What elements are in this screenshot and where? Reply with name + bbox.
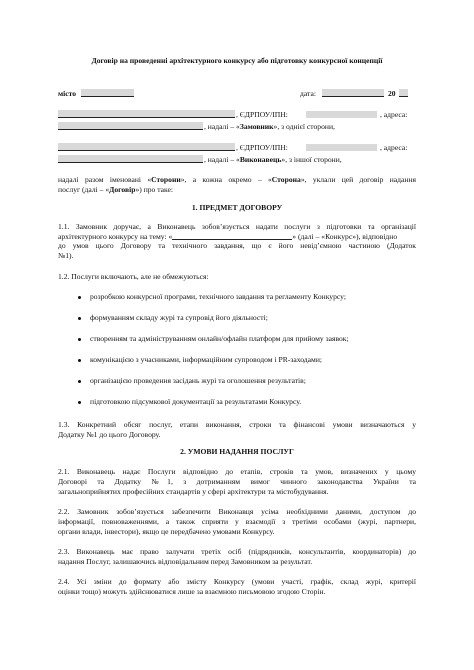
section-2-heading: 2. УМОВИ НАДАННЯ ПОСЛУГ — [180, 447, 294, 456]
p21-line-1: 2.1. Виконавець надає Послуги відповідно до етапів, строків та умов, визначених у цьому — [58, 467, 416, 476]
place-label: місто — [58, 89, 77, 98]
p22-line-3: органи влади, інвестори), якщо це передбачено умовами Конкурсу. — [58, 527, 275, 536]
party2-address-label: , адреса: — [380, 143, 408, 152]
p22-line-2: інформації, повноваженнями, а також сприяти у взаємодії з третіми особами (журі, партнери, — [58, 517, 416, 526]
bullet-dot — [78, 296, 81, 299]
year-prefix: 20 — [388, 89, 396, 98]
party1-role: Замовник — [239, 122, 274, 131]
bullet-dot — [78, 338, 81, 341]
bullet-item: формуванням складу журі та супровід його діяльності; — [90, 313, 268, 322]
party2-edrpou-field[interactable] — [306, 143, 377, 152]
p11-line-1: 1.1. Замовник доручає, а Виконавець зобов’язується надати послуги з підготовки та організації — [58, 222, 416, 231]
intro-line-2: послуг (далі – «Договір») про таке: — [58, 185, 174, 194]
party1-name-field[interactable] — [58, 110, 235, 119]
p13-line-2: Додатку №1 до цього Договору. — [58, 430, 161, 439]
p22-line-1: 2.2. Замовник зобов’язується забезпечити Виконавця усіма необхідними даними, доступом до — [58, 507, 416, 516]
intro-line-1: надалі разом іменовані «Сторони», а кожна окремо – «Сторона», уклали цей договір надання — [58, 175, 416, 184]
bullet-dot — [78, 359, 81, 362]
p24-line-2: оцінки тощо) можуть здійснюватися лише за взаємною письмовою згодою Сторін. — [58, 587, 326, 596]
party2-role-line: , надалі – «Виконавець», з іншої сторони, — [204, 155, 342, 164]
party1-address-label: , адреса: — [380, 110, 408, 119]
party2-address-field[interactable] — [58, 155, 203, 164]
p11-line-4: №1). — [58, 251, 74, 260]
date-field[interactable] — [322, 89, 384, 98]
bullet-dot — [78, 401, 81, 404]
bullet-item: підготовкою підсумкової документації за результатами Конкурсу. — [90, 397, 302, 406]
p12-text: 1.2. Послуги включають, але не обмежуються: — [58, 272, 209, 281]
place-field[interactable] — [81, 89, 134, 98]
party2-role: Виконавець — [239, 155, 282, 164]
party2-edrpou-label: , ЄДРПОУ/ІПН: — [236, 143, 288, 152]
bullet-item: організацією проведення засідань журі та оголошення результатів; — [90, 376, 306, 385]
bullet-item: розробкою конкурсної програми, технічного завдання та регламенту Конкурсу; — [90, 292, 346, 301]
bullet-item: створенням та адмініструванням онлайн/офлайн платформ для прийому заявок; — [90, 334, 349, 343]
bullet-item: комунікацією з учасниками, інформаційним супроводом і PR-заходами; — [90, 355, 322, 364]
year-field[interactable] — [399, 89, 408, 98]
p11-line-3: до умов цього Договору та технічного завдання, що є його невід’ємною частиною (Додаток — [58, 241, 416, 250]
party1-edrpou-field[interactable] — [306, 110, 377, 119]
bullet-dot — [78, 380, 81, 383]
p21-line-2: Договорі та Додатку №1, з дотриманням вимог чинного законодавства України та — [58, 477, 416, 486]
section-1-heading: 1. ПРЕДМЕТ ДОГОВОРУ — [191, 203, 283, 212]
p13-line-1: 1.3. Конкретний обсяг послуг, етапи виконання, строки та фінансові умови визначаються у — [58, 420, 416, 429]
p24-line-1: 2.4. Усі зміни до формату або змісту Конкурсу (умови участі, графік, склад журі, критерії — [58, 577, 416, 586]
p23-line-2: надання Послуг, залишаючись відповідальним перед Замовником за результат. — [58, 557, 313, 566]
date-label: дата: — [300, 89, 316, 98]
bullet-dot — [78, 317, 81, 320]
party1-address-field[interactable] — [58, 122, 203, 131]
party2-name-field[interactable] — [58, 143, 235, 152]
p11-line-2: архітектурного конкурсу на тему: « » (далі – «Конкурс»), відповідно — [58, 232, 398, 241]
contest-topic-field[interactable] — [172, 232, 292, 240]
party1-edrpou-label: , ЄДРПОУ/ІПН: — [236, 110, 288, 119]
party1-role-line: , надалі – «Замовник», з однієї сторони, — [204, 122, 335, 131]
p23-line-1: 2.3. Виконавець має право залучати третіх осіб (підрядників, консультантів, координаторів) до — [58, 547, 416, 556]
document-title: Договір на проведенні архітектурного конкурсу або підготовку конкурсної концепції — [91, 56, 383, 65]
p21-line-3: загальноприйнятих професійних стандартів у сфері архітектури та містобудування. — [58, 487, 329, 496]
